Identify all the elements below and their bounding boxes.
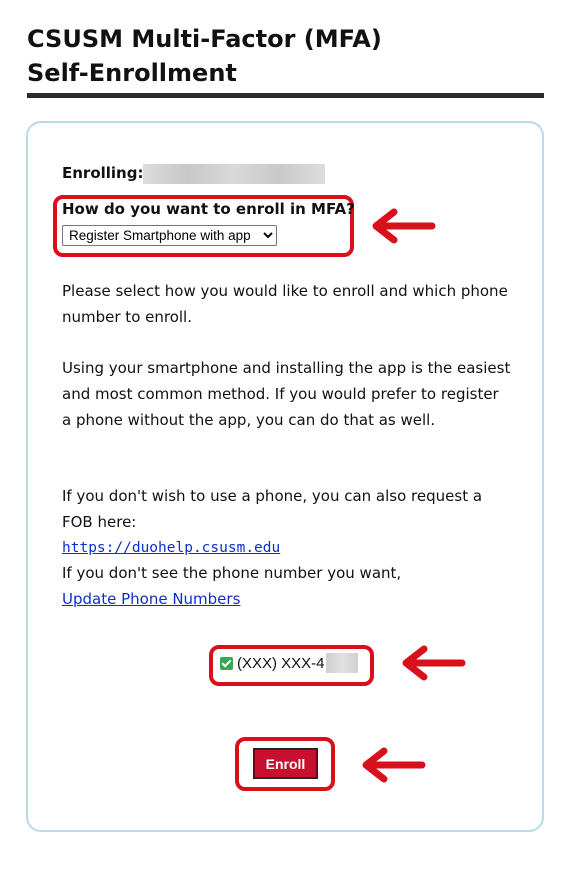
title-divider <box>27 93 544 98</box>
instructions-paragraph-4: If you don't see the phone number you want, <box>62 564 402 582</box>
enroll-button[interactable]: Enroll <box>254 749 317 778</box>
phone-checkbox-checked-icon[interactable] <box>220 657 233 670</box>
page-title <box>27 22 547 90</box>
fob-help-link[interactable]: https://duohelp.csusm.edu <box>62 540 281 556</box>
arrow-icon-phone <box>398 643 468 683</box>
instructions-paragraph-2: Using your smartphone and installing the app is the easiest and most common method. If you would prefer to register a phone without the app, you can do that as well. <box>62 359 511 429</box>
phone-number-label: (XXX) XXX-4 <box>237 654 325 672</box>
instructions-paragraph-1: Please select how you would like to enroll and which phone number to enroll. <box>62 282 508 326</box>
redacted-username <box>143 164 325 184</box>
enrolling-label: Enrolling: <box>62 164 144 182</box>
instructions-paragraph-3: If you don't wish to use a phone, you can also request a FOB here: <box>62 487 483 531</box>
phone-option[interactable] <box>220 652 358 674</box>
arrow-icon-method <box>368 206 438 246</box>
arrow-icon-enroll <box>358 745 428 785</box>
enrollment-method-select[interactable] <box>62 225 277 246</box>
page-title-line-2: Self-Enrollment <box>27 59 237 87</box>
page-title-line-1: CSUSM Multi-Factor (MFA) <box>27 25 382 53</box>
redacted-phone-digits <box>326 653 358 673</box>
method-question-label: How do you want to enroll in MFA? <box>62 200 355 218</box>
update-phone-numbers-link[interactable]: Update Phone Numbers <box>62 590 241 608</box>
